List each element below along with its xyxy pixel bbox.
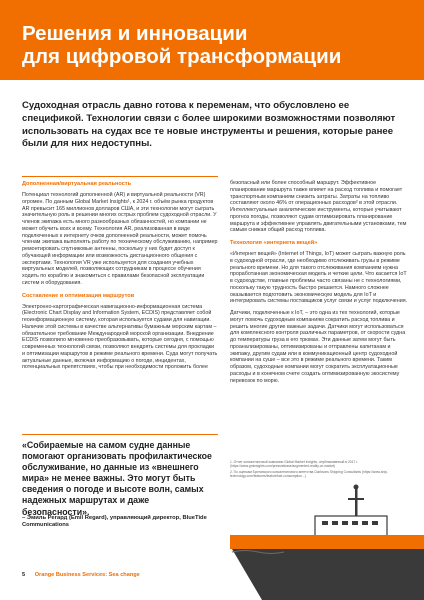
section-heading-routes: Составление и оптимизация маршрутов	[22, 292, 135, 299]
iot-paragraph-1: «Интернет вещей» (Internet of Things, IoT) может сыграть важную роль в судоходной отрасли, где необходимо отслеживать грузы в режиме реального времени. Но для такого отслеживания компаниям нужна проработанная экономическая модель и четкие цели. Что касается IoT в судоходстве, главные проблемы часто связаны не с технологиями, поскольку такую трудность быстро решается. Намного сложнее оказывается подготовить экономическую модель для IoT и интегрировать системы поставщиков услуг связи и услуг подключения.	[230, 251, 408, 305]
footnote-1: 1. Отчет консалтинговой компании Global Market Insights, опубликованный в 2017 г. (https://www.gminsights.com/pressrelease/augmented-reality-ar-market)	[230, 460, 358, 469]
section-body-ar-vr: Потенциал технологий дополненной (AR) и виртуальной реальности (VR) огромен. По данным Global Market Insights¹, к 2024 г. объём рынка продуктов AR превысит 165 миллионов долларов США, и эти технологии могут сыграть значительную роль в решении многих острых проблем судоходной отрасли. У членов экипажа есть много разнообразных обязанностей, но компании не может обучить всех и всему. Технология AR, реализованная в виде подключенных к интернету очков дополненной реальности, может помочь членам экипажа выполнять работу по техническому обслуживанию, например ремонтировать спутниковые антенны, поскольку у них будет доступ к обучающей информации или возможность дистанционного общения с экспертами. Технология VR уже используется для создания учебных виртуальных моделей, позволяющих сотрудникам в процессе обучения ходить по кораблю и знакомиться с правилами безопасной эксплуатации систем и оборудования.	[22, 192, 218, 286]
routes-continued-paragraph: безопасный или более способный маршрут. Эффективное планирование маршрута также влияет на расход топлива и помогает транспортным компаниям снизить затраты. Затраты на топливо составляют около 46% от операционных расходов² в этой отрасли. Интеллектуальные аналитические инструменты, которые учитывают прогноз погоды, позволяют судам оптимизировать планирование маршрута и эффективнее управлять двигательными установками, тем самым снижая общий расход топлива.	[230, 180, 407, 234]
title-line-1: Решения и инновации	[22, 22, 248, 45]
footnote-2: 2. По оценкам Британского консалтингового агентства Clarksons Shipping Consultants (https://www.ship-technology.com/features/featurefuel-consumption...)	[230, 469, 388, 478]
section-heading-iot: Технология «интернета вещей»	[230, 240, 318, 246]
quote-attribution: – Эмиль Регард (Emil Regard), управляющий директор, BlueTide Communications	[22, 515, 207, 529]
page-footer	[22, 572, 140, 578]
section-heading-ar-vr: Дополненная/виртуальная реальность	[22, 181, 132, 187]
footer-brand: Orange Business Services: Sea change	[34, 572, 140, 578]
page-number: 5	[22, 572, 26, 578]
pull-quote: «Собираемые на самом судне данные помогают организовать профилактическое обслуживание, но данные из «внешнего мира» не менее важны. Это могут быть сведения о погоде и высоте волн, самых надежных маршрутах и даже безопасности».	[22, 440, 212, 517]
section-body-routes: Электронно-картографическая навигационно-информационная система (Electronic Chart Display and Information System, ECDIS) представляет собой геоинформационную систему, которая используется судами для навигации. Наличие этой системы в качестве альтернативы бумажным морским картам – обязательное требование Международной морской организации. Внедрение ECDIS позволило мгновенно преобразовывать, которые сегодня, с помощью современных технологий связи, позволяют внедрять системы для прокладки и оптимизации маршрутов в режиме реального времени. Суда могут получать актуальные данные, включая информацию о погоде, инцидентах, потенциальных препятствиях, чтобы при необходимости проложить более	[22, 303, 218, 371]
iot-paragraph-2: Датчики, подключенные к IoT, – это одна из тех технологий, которые могут помочь судоходным компаниям сократить расход топлива и решить многие другие важные задачи. Датчики могут использоваться для комплексного контроля различных параметров, от скорости судна до температуры груза в его трюмах. Эти данные затем могут быть проанализированы, оптимизированы и отправлены капитанам и экипажу, другим судам или в коммуникационный центр судоходной компании на суше – все это в режиме реального времени. Таким образом, судоходные компании могут сократить эксплуатационные расходы и в конечном счете создать оптимизированную экосистему перевозок по морю.	[230, 310, 406, 384]
title-line-2: для цифровой трансформации	[22, 45, 342, 68]
intro-paragraph: Судоходная отрасль давно готова к переменам, что обусловлено ее спецификой. Технологии связи с более широкими возможностями позволяют использовать на судах все те новые инструменты и решения, которые ранее были для них недоступны.	[22, 100, 396, 150]
